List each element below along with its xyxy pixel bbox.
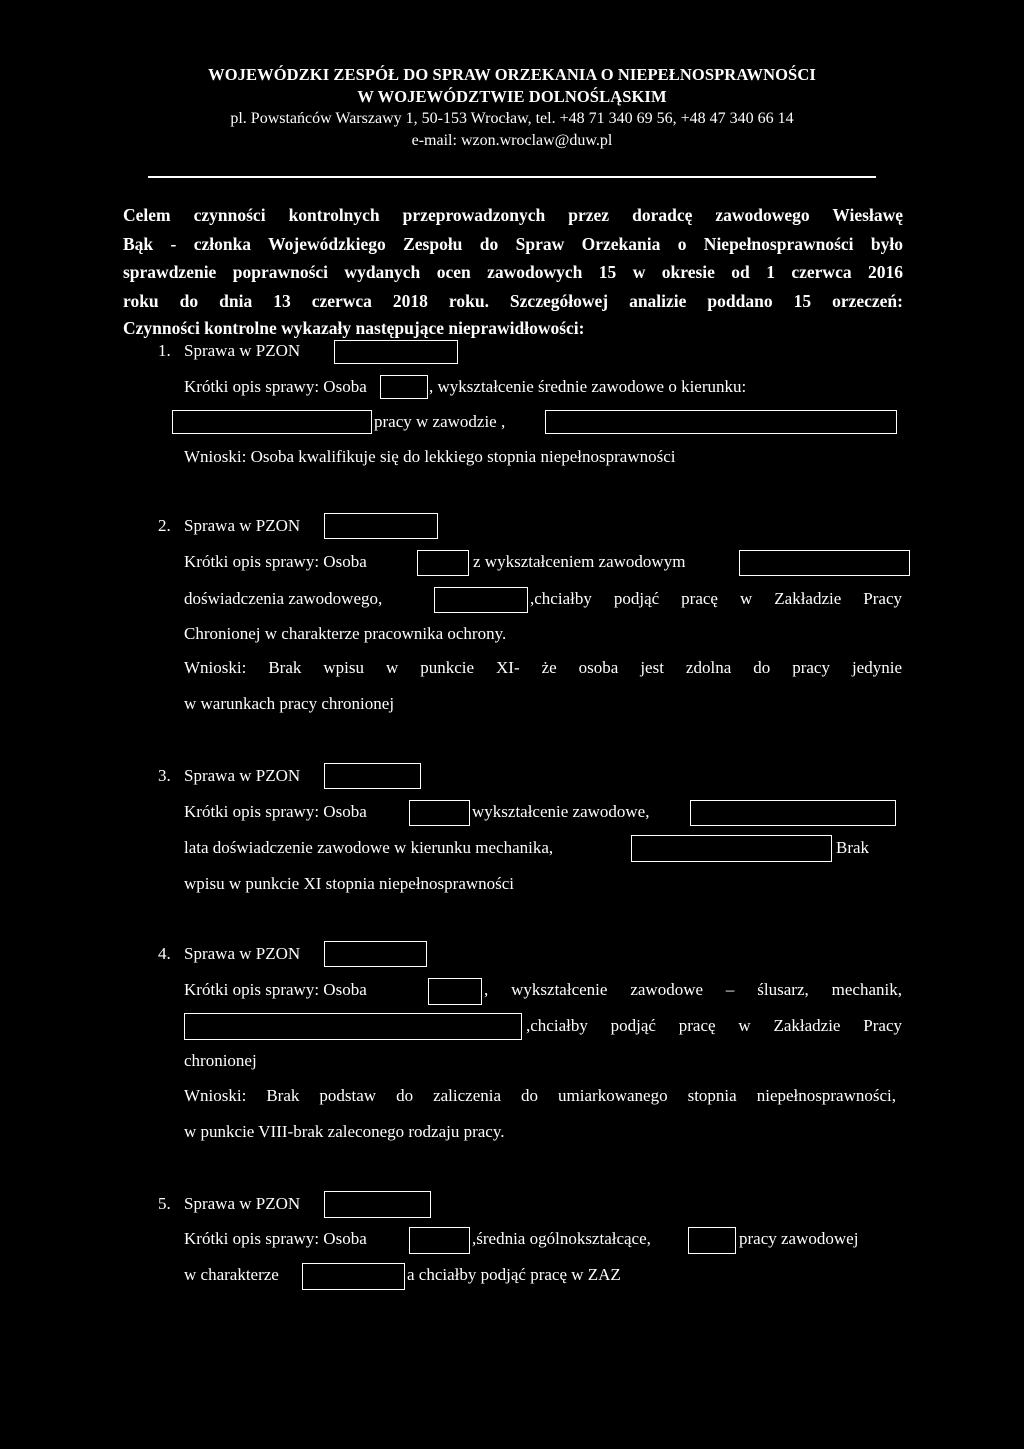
redacted-box	[545, 410, 897, 434]
header-email: e-mail: wzon.wroclaw@duw.pl	[411, 132, 613, 149]
case-3-line-d: Brak	[836, 838, 870, 857]
redacted-box	[739, 550, 910, 576]
case-3-line-e: wpisu w punkcie XI stopnia niepełnosprawności	[184, 874, 515, 893]
intro-line-5: Czynności kontrolne wykazały następujące nieprawidłowości:	[123, 318, 585, 338]
header-title-line2: W WOJEWÓDZTWIE DOLNOŚLĄSKIM	[357, 87, 667, 106]
case-1-line-c: pracy w zawodzie ,	[374, 412, 506, 431]
intro-line-2: Bąk - członka Wojewódzkiego Zespołu do Spraw Orzekania o Niepełnosprawności było	[123, 234, 903, 254]
redacted-box	[324, 941, 427, 967]
case-5-line-e: a chciałby podjąć pracę w ZAZ	[407, 1265, 621, 1284]
case-1-line-b: , wykształcenie średnie zawodowe o kierunku:	[429, 377, 747, 396]
header-divider	[148, 176, 876, 178]
case-5-number: 5.	[158, 1194, 171, 1213]
case-4-line-a: Krótki opis sprawy: Osoba	[184, 980, 367, 999]
case-4-number: 4.	[158, 944, 171, 963]
case-1-title: Sprawa w PZON	[184, 341, 301, 360]
redacted-box	[631, 835, 832, 862]
case-4-conclusion-cont: w punkcie VIII-brak zaleconego rodzaju pracy.	[184, 1122, 505, 1141]
case-3-line-c: lata doświadczenie zawodowe w kierunku mechanika,	[184, 838, 554, 857]
case-4-line-c: ,chciałby podjąć pracę w Zakładzie Pracy	[526, 1016, 902, 1035]
case-1-line-a: Krótki opis sprawy: Osoba	[184, 377, 367, 396]
header-address: pl. Powstańców Warszawy 1, 50-153 Wrocław, tel. +48 71 340 69 56, +48 47 340 66 14	[230, 110, 794, 127]
redacted-box	[184, 1013, 522, 1040]
redacted-box	[172, 410, 372, 434]
intro-line-4: roku do dnia 13 czerwca 2018 roku. Szczegółowej analizie poddano 15 orzeczeń:	[123, 291, 903, 311]
case-5-title: Sprawa w PZON	[184, 1194, 301, 1213]
intro-line-1: Celem czynności kontrolnych przeprowadzonych przez doradcę zawodowego Wiesławę	[123, 205, 903, 225]
redacted-box	[324, 1191, 431, 1218]
case-1-number: 1.	[158, 341, 171, 360]
case-2-conclusion: Wnioski: Brak wpisu w punkcie XI- że osoba jest zdolna do pracy jedynie	[184, 658, 902, 677]
case-2-line-e: Chronionej w charakterze pracownika ochrony.	[184, 624, 507, 643]
redacted-box	[428, 978, 482, 1005]
redacted-box	[380, 375, 428, 399]
case-3-line-b: wykształcenie zawodowe,	[472, 802, 650, 821]
case-3-title: Sprawa w PZON	[184, 766, 301, 785]
case-2-title: Sprawa w PZON	[184, 516, 301, 535]
case-2-number: 2.	[158, 516, 171, 535]
redacted-box	[688, 1227, 736, 1254]
case-4-line-d: chronionej	[184, 1051, 257, 1070]
case-4-conclusion: Wnioski: Brak podstaw do zaliczenia do umiarkowanego stopnia niepełnosprawności,	[184, 1086, 896, 1105]
case-3-number: 3.	[158, 766, 171, 785]
redacted-box	[324, 763, 421, 789]
case-2-line-b: z wykształceniem zawodowym	[473, 552, 686, 571]
case-2-conclusion-cont: w warunkach pracy chronionej	[184, 694, 395, 713]
redacted-box	[409, 800, 470, 826]
case-2-line-c: doświadczenia zawodowego,	[184, 589, 383, 608]
header-title-line1: WOJEWÓDZKI ZESPÓŁ DO SPRAW ORZEKANIA O NIEPEŁNOSPRAWNOŚCI	[208, 65, 816, 84]
case-2-line-a: Krótki opis sprawy: Osoba	[184, 552, 367, 571]
case-4-line-b: , wykształcenie zawodowe – ślusarz, mechanik,	[484, 980, 902, 999]
redacted-box	[434, 587, 528, 613]
redacted-box	[302, 1263, 405, 1290]
redacted-box	[334, 340, 458, 364]
case-5-line-b: ,średnia ogólnokształcące,	[472, 1229, 651, 1248]
case-5-line-c: pracy zawodowej	[739, 1229, 859, 1248]
case-1-conclusion: Wnioski: Osoba kwalifikuje się do lekkiego stopnia niepełnosprawności	[184, 447, 676, 466]
intro-line-3: sprawdzenie poprawności wydanych ocen zawodowych 15 w okresie od 1 czerwca 2016	[123, 262, 903, 282]
redacted-box	[417, 550, 469, 576]
redacted-box	[324, 513, 438, 539]
case-4-title: Sprawa w PZON	[184, 944, 301, 963]
case-3-line-a: Krótki opis sprawy: Osoba	[184, 802, 367, 821]
redacted-box	[690, 800, 896, 826]
case-2-line-d: ,chciałby podjąć pracę w Zakładzie Pracy	[530, 589, 902, 608]
case-5-line-a: Krótki opis sprawy: Osoba	[184, 1229, 367, 1248]
case-5-line-d: w charakterze	[184, 1265, 279, 1284]
redacted-box	[409, 1227, 470, 1254]
